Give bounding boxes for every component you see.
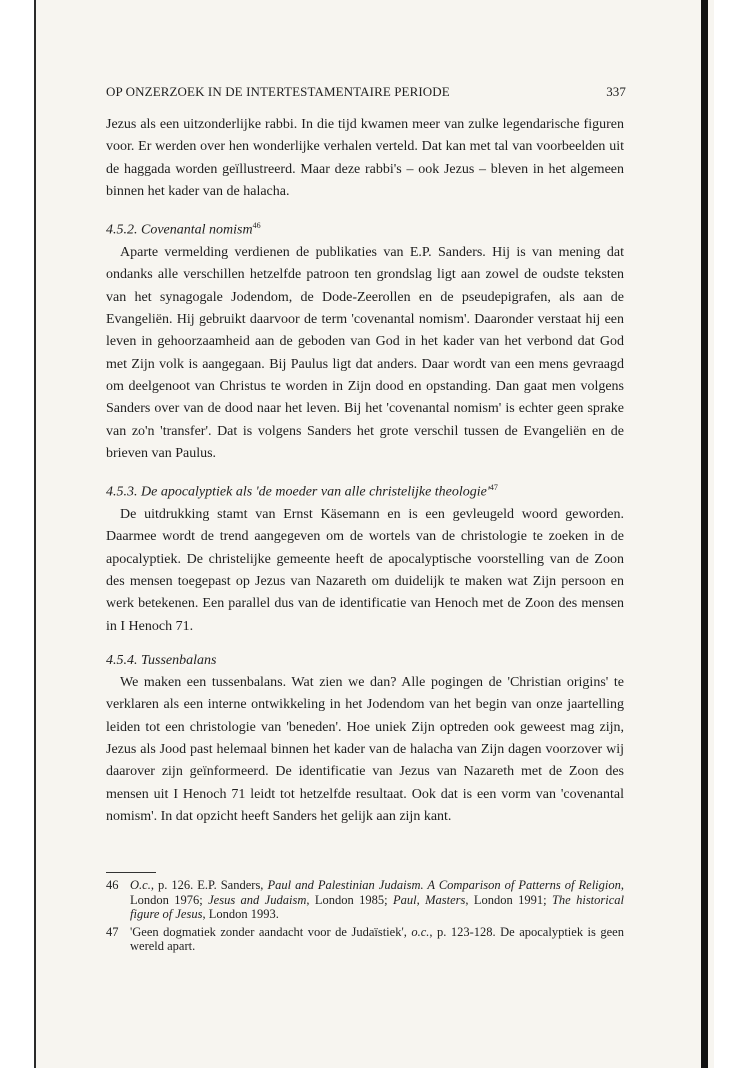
footnote xyxy=(106,878,624,922)
footnote-text: 'Geen dogmatiek zonder aandacht voor de Judaïstiek', o.c., p. 123-128. De apocalyptiek is geen wereld apart. xyxy=(130,924,624,953)
footnote-rule xyxy=(106,872,156,873)
footnote-ref: 46 xyxy=(252,221,261,231)
page-right-edge xyxy=(701,0,708,1068)
section-title: De apocalyptiek als 'de moeder van alle christelijke theologie' xyxy=(141,484,490,500)
running-head-title: OP ONZERZOEK IN DE INTERTESTAMENTAIRE PERIODE xyxy=(106,84,450,99)
section-heading-4-5-3 xyxy=(106,477,624,504)
section-heading-4-5-2 xyxy=(106,215,624,242)
section-title: Tussenbalans xyxy=(141,652,217,668)
section-number: 4.5.4. xyxy=(106,652,138,668)
footnote-number: 47 xyxy=(106,924,119,939)
footnote-ref: 47 xyxy=(489,483,498,493)
footnote-text: O.c., p. 126. E.P. Sanders, Paul and Palestinian Judaism. A Comparison of Patterns of Religion, London 1976; Jesus and Judaism, London 1985; Paul, Masters, London 1991; The historical figure of Jesus, London 1993. xyxy=(130,878,625,921)
body-text xyxy=(106,114,624,828)
section-heading-4-5-4 xyxy=(106,650,624,672)
intro-paragraph: Jezus als een uitzonderlijke rabbi. In die tijd kwamen meer van zulke legendarische figuren voor. Er werden over hen wonderlijke verhalen verteld. Dat kan met tal van voorbeelden uit de haggada worden geïllustreerd. Maar deze rabbi's – ook Jezus – bleven in het algemeen binnen het kader van de halacha. xyxy=(106,117,624,199)
section-title: Covenantal nomism xyxy=(141,222,253,238)
footnote-number: 46 xyxy=(106,878,119,892)
section-number: 4.5.3. xyxy=(106,484,138,500)
running-head xyxy=(106,84,626,100)
page-left-edge xyxy=(34,0,36,1068)
page-number: 337 xyxy=(606,84,626,99)
paragraph-tussenbalans: We maken een tussenbalans. Wat zien we dan? Alle pogingen de 'Christian origins' te verklaren als een interne ontwikkeling in het Jodendom van het begin van onze jaartelling leiden tot een christologie van 'beneden'. Hoe uniek Zijn optreden ook geweest mag zijn, Jezus als Jood past helemaal binnen het kader van de halacha van Zijn dagen voorzover wij daarover zijn geïnformeerd. De identificatie van Jezus van Nazareth met de Zoon des mensen uit I Henoch 71 leidt tot hetzelfde resultaat. Ook dat is een vorm van 'covenantal nomism'. In dat opzicht heeft Sanders het gelijk aan zijn kant. xyxy=(106,675,624,824)
paragraph-sanders xyxy=(106,242,624,465)
footnote xyxy=(106,925,624,954)
footnotes xyxy=(106,878,624,957)
paragraph-part: Bij Paulus ligt dat anders. Daar wordt van een mens gevraagd om deelgenoot van Christus te worden in Zijn dood en opstanding. Dan gaat men volgens Sanders over van de dood naar het leven. Bij het 'covenantal nomism' is echter geen sprake van zo'n 'transfer'. Dat is volgens Sanders het grote verschil tussen de Evangeliën en de brieven van Paulus. xyxy=(106,356,625,461)
paragraph-part: Aparte vermelding verdienen de publikaties van E.P. Sanders. Hij is van mening dat ondanks alle verschillen hetzelfde patroon ten grondslag ligt aan zowel de oudste teksten van het synagogale Jodendom, de Dode-Zeerollen en de pseudepigrafen, als aan de Evangeliën. Hij gebruikt daarvoor de term 'covenantal nomism'. Daaronder verstaat hij een leven in gehoorzaamheid aan de geboden van God in het kader van het verbond dat God met Zijn volk is aangegaan. xyxy=(106,245,624,372)
section-number: 4.5.2. xyxy=(106,222,138,238)
paragraph-apocalyptiek: De uitdrukking stamt van Ernst Käsemann en is een gevleugeld woord geworden. Daarmee wordt de trend aangegeven om de wortels van de christologie te zoeken in de apocalyptiek. De christelijke gemeente heeft de apocalyptische voorstelling van de Zoon des mensen toegepast op Jezus van Nazareth om duidelijk te maken wat Zijn persoon en werk betekenen. Een parallel dus van de identificatie van Henoch met de Zoon des mensen in I Henoch 71. xyxy=(106,507,624,634)
